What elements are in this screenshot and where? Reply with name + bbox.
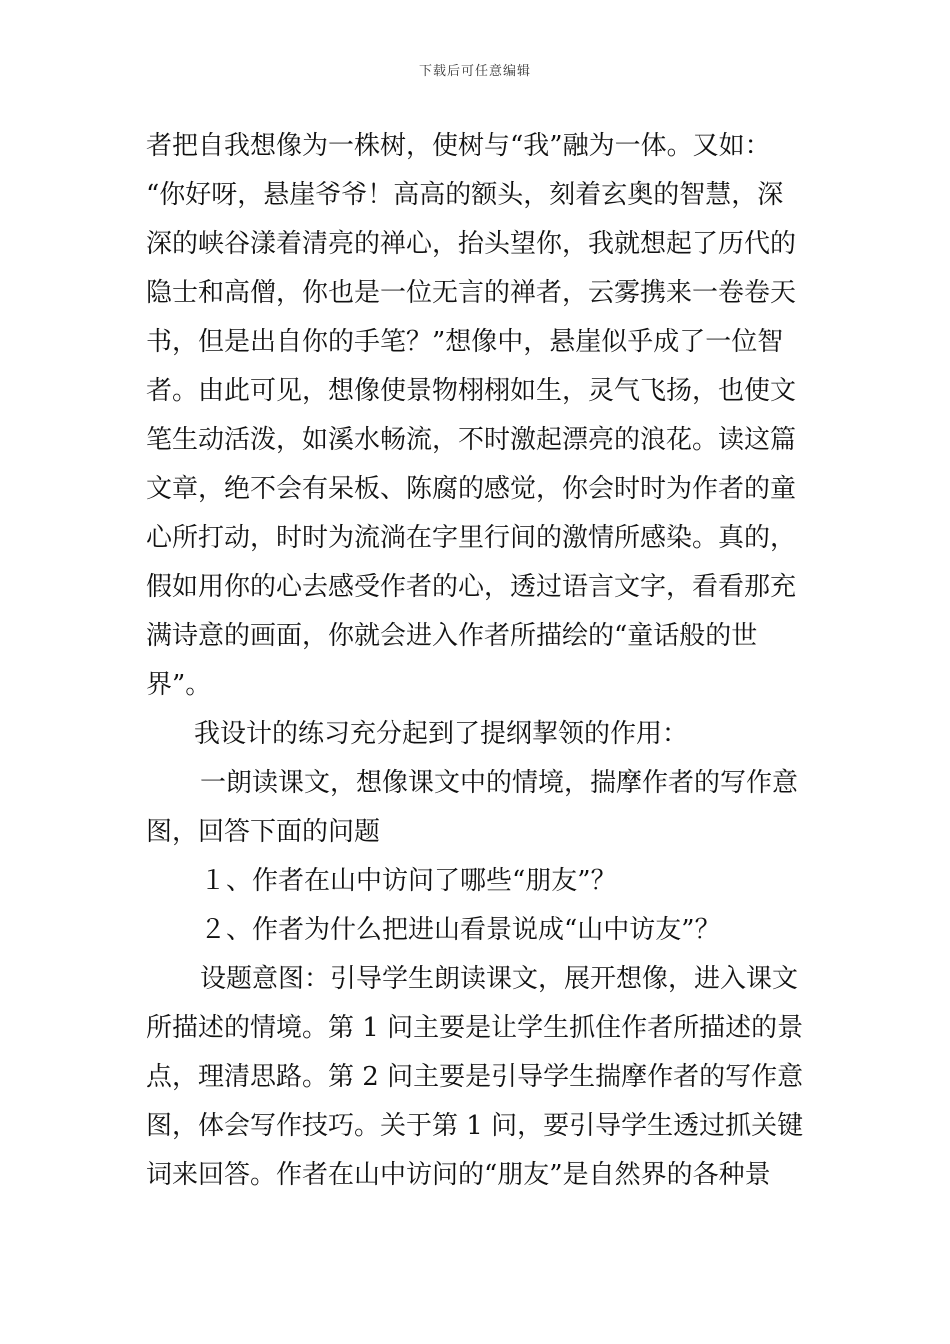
text-line: 者把自我想像为一株树，使树与“我”融为一体。又如： — [146, 131, 771, 161]
text-line: 假如用你的心去感受作者的心，透过语言文字，看看那充 — [146, 572, 797, 602]
paragraph-start-line: 设题意图：引导学生朗读课文，展开想像，进入课文 — [200, 964, 799, 994]
text-line: 图，回答下面的问题 — [146, 817, 381, 847]
text-line: 者。由此可见，想像使景物栩栩如生，灵气飞扬，也使文 — [146, 376, 797, 406]
text-line: 满诗意的画面，你就会进入作者所描绘的“童话般的世 — [146, 621, 758, 651]
text-line: 隐士和高僧，你也是一位无言的禅者，云雾携来一卷卷天 — [146, 278, 797, 308]
text-line: 界”。 — [146, 670, 212, 700]
text-line: 笔生动活泼，如溪水畅流，不时激起漂亮的浪花。读这篇 — [146, 425, 797, 455]
text-line: 图，体会写作技巧。关于第 1 问，要引导学生透过抓关键 — [146, 1111, 804, 1141]
text-line: 书，但是出自你的手笔？”想像中，悬崖似乎成了一位智 — [146, 327, 784, 357]
page-header: 下载后可任意编辑 — [418, 64, 531, 79]
text-line: “你好呀，悬崖爷爷！高高的额头，刻着玄奥的智慧，深 — [146, 180, 784, 210]
text-line: 深的峡谷漾着清亮的禅心，抬头望你，我就想起了历代的 — [146, 229, 797, 259]
text-line: 词来回答。作者在山中访问的“朋友”是自然界的各种景 — [146, 1160, 771, 1190]
text-line: 所描述的情境。第 1 问主要是让学生抓住作者所描述的景 — [146, 1013, 804, 1043]
body-text — [146, 122, 810, 1200]
question-2: ２、作者为什么把进山看景说成“山中访友”？ — [200, 915, 721, 945]
exercise-instruction-line: 一朗读课文，想像课文中的情境，揣摩作者的写作意 — [200, 768, 799, 798]
text-line: 文章，绝不会有呆板、陈腐的感觉，你会时时为作者的童 — [146, 474, 797, 504]
text-line: 心所打动，时时为流淌在字里行间的激情所感染。真的， — [146, 523, 797, 553]
question-1: １、作者在山中访问了哪些“朋友”？ — [200, 866, 617, 896]
paragraph-start-line: 我设计的练习充分起到了提纲挈领的作用： — [194, 719, 689, 749]
text-line: 点，理清思路。第 2 问主要是引导学生揣摩作者的写作意 — [146, 1062, 804, 1092]
